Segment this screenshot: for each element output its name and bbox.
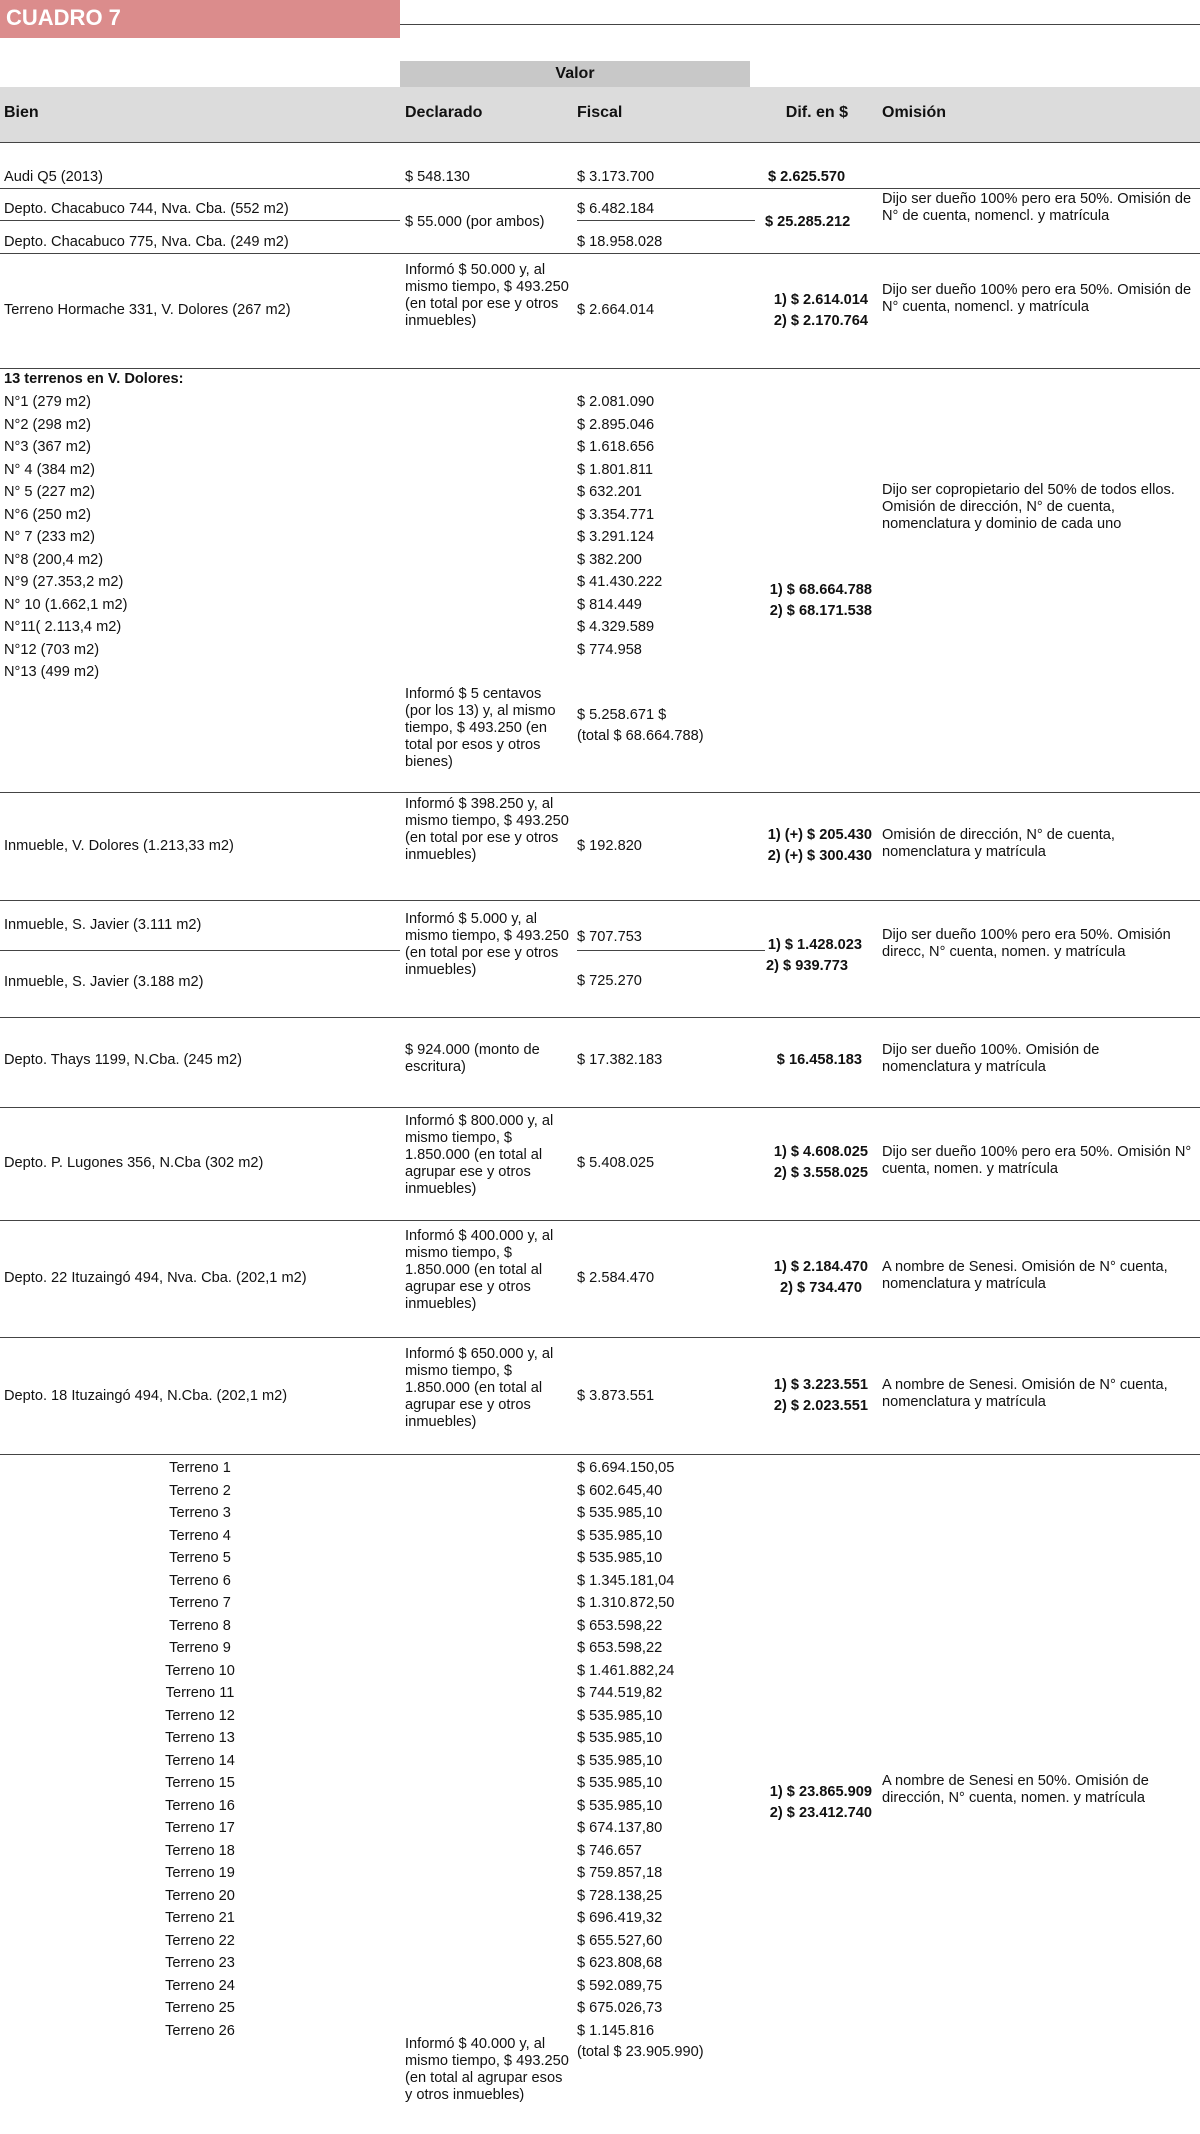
ituz22-fiscal: $ 2.584.470 [577, 1270, 655, 1286]
inmueble-vd-dif-1: 1) (+) $ 205.430 [767, 827, 872, 843]
lote-fiscal: $ 2.081.090 [577, 394, 655, 410]
ituz18-declarado: Informó $ 650.000 y, al mismo tiempo, $ 1.850.000 (en total al agrupar ese y otros inmuebles) [405, 1346, 554, 1430]
lugones-fiscal: $ 5.408.025 [577, 1155, 655, 1171]
terreno-label: Terreno 4 [169, 1527, 231, 1544]
chacabuco-declarado: $ 55.000 (por ambos) [405, 214, 545, 230]
terreno-fiscal: $ 535.985,10 [577, 1775, 663, 1791]
terreno-fiscal: $ 623.808,68 [577, 1955, 663, 1971]
ituz22-dif-2: 2) $ 734.470 [780, 1280, 862, 1296]
lote-label: N°9 (27.353,2 m2) [4, 574, 124, 590]
valor-header: Valor [555, 65, 595, 82]
chacabuco-fiscal-1: $ 6.482.184 [577, 201, 655, 217]
lugones-omision: Dijo ser dueño 100% pero era 50%. Omisión N° cuenta, nomen. y matrícula [882, 1144, 1192, 1177]
terreno-label: Terreno 19 [165, 1865, 235, 1881]
lote-label: N°3 (367 m2) [4, 439, 91, 455]
sjavier-fiscal-2: $ 725.270 [577, 973, 642, 989]
terreno-label: Terreno 22 [165, 1932, 235, 1949]
ituz22-declarado: Informó $ 400.000 y, al mismo tiempo, $ 1.850.000 (en total al agrupar ese y otros inmuebles) [405, 1228, 554, 1312]
inmueble-vd-omision: Omisión de dirección, N° de cuenta, nomenclatura y matrícula [882, 827, 1115, 860]
row-rule [0, 900, 1200, 901]
terreno-label: Terreno 23 [165, 1955, 235, 1971]
title-rule [400, 24, 1200, 25]
audi-declarado: $ 548.130 [405, 169, 470, 185]
lote-fiscal: $ 774.958 [577, 641, 642, 658]
ituz18-dif-2: 2) $ 2.023.551 [773, 1398, 868, 1414]
row-rule [0, 368, 1200, 369]
sjavier-dif-2: 2) $ 939.773 [766, 958, 848, 974]
sub-rule [0, 950, 400, 951]
thays-bien: Depto. Thays 1199, N.Cba. (245 m2) [4, 1052, 242, 1068]
vdolores-omision: Dijo ser copropietario del 50% de todos ellos. Omisión de dirección, N° de cuenta, nomenclatura y dominio de cada uno [882, 482, 1175, 532]
lote-fiscal: $ 1.801.811 [577, 461, 654, 478]
lugones-dif-1: 1) $ 4.608.025 [773, 1144, 868, 1160]
lote-fiscal: $ 632.201 [577, 484, 642, 500]
audi-bien: Audi Q5 (2013) [4, 169, 103, 185]
terreno-label: Terreno 24 [165, 1977, 235, 1994]
audi-dif: $ 2.625.570 [768, 169, 846, 185]
vdolores-dif-2: 2) $ 68.171.538 [769, 603, 872, 619]
terreno-label: Terreno 6 [169, 1572, 231, 1589]
vdolores-declarado: Informó $ 5 centavos (por los 13) y, al mismo tiempo, $ 493.250 (en total por esos y otros bienes) [405, 686, 556, 770]
title-banner [0, 0, 400, 38]
lote-fiscal: $ 382.200 [577, 551, 642, 568]
chacabuco-fiscal-2: $ 18.958.028 [577, 234, 663, 250]
terreno-label: Terreno 17 [165, 1820, 235, 1836]
thays-declarado: $ 924.000 (monto de escritura) [405, 1042, 540, 1075]
row-rule [0, 1107, 1200, 1108]
lote-label: N° 7 (233 m2) [4, 529, 95, 545]
lote-label: N°13 (499 m2) [4, 664, 100, 680]
lugones-bien: Depto. P. Lugones 356, N.Cba (302 m2) [4, 1155, 264, 1171]
sjavier-dif-1: 1) $ 1.428.023 [767, 937, 862, 953]
terreno-label: Terreno 18 [165, 1842, 235, 1859]
hormache-dif-1: 1) $ 2.614.014 [773, 292, 868, 308]
row-rule [0, 792, 1200, 793]
lote-fiscal: $ 3.291.124 [577, 529, 655, 545]
terrenos26-omision: A nombre de Senesi en 50%. Omisión de dirección, N° cuenta, nomen. y matrícula [882, 1773, 1149, 1806]
sjavier-bien-1: Inmueble, S. Javier (3.111 m2) [4, 917, 202, 933]
terreno-label: Terreno 16 [165, 1797, 235, 1814]
header-bien: Bien [4, 104, 39, 121]
terreno-label: Terreno 10 [165, 1662, 235, 1679]
inmueble-vd-declarado: Informó $ 398.250 y, al mismo tiempo, $ 493.250 (en total por ese y otros inmuebles) [405, 796, 569, 863]
terreno-fiscal: $ 592.089,75 [577, 1977, 663, 1994]
terreno-label: Terreno 9 [169, 1640, 231, 1656]
header-rule [0, 142, 1200, 143]
terreno-fiscal: $ 653.598,22 [577, 1617, 663, 1634]
table-title: CUADRO 7 [6, 5, 121, 30]
lote-fiscal: $ 2.895.046 [577, 416, 655, 433]
header-dif: Dif. en $ [785, 104, 848, 121]
row-rule [0, 1454, 1200, 1455]
terreno-fiscal: $ 535.985,10 [577, 1550, 663, 1566]
terreno-label: Terreno 12 [165, 1707, 235, 1724]
terreno-label: Terreno 25 [165, 2000, 235, 2016]
lote-fiscal: $ 4.329.589 [577, 619, 655, 635]
hormache-declarado: Informó $ 50.000 y, al mismo tiempo, $ 493.250 (en total por ese y otros inmuebles) [405, 262, 569, 329]
terreno-fiscal: $ 746.657 [577, 1842, 642, 1859]
hormache-fiscal: $ 2.664.014 [577, 302, 655, 318]
chacabuco-omision: Dijo ser dueño 100% pero era 50%. Omisión de N° de cuenta, nomencl. y matrícula [882, 191, 1192, 224]
terreno-fiscal: $ 535.985,10 [577, 1797, 663, 1814]
terrenos26-declarado: Informó $ 40.000 y, al mismo tiempo, $ 493.250 (en total al agrupar esos y otros inmuebles) [405, 2036, 569, 2103]
thays-fiscal: $ 17.382.183 [577, 1052, 663, 1068]
lote-label: N° 4 (384 m2) [4, 461, 95, 478]
terreno-label: Terreno 7 [169, 1595, 231, 1611]
terreno-fiscal: $ 759.857,18 [577, 1865, 663, 1881]
lote-fiscal: $ 41.430.222 [577, 574, 663, 590]
ituz22-omision: A nombre de Senesi. Omisión de N° cuenta, nomenclatura y matrícula [882, 1259, 1168, 1292]
terreno-label: Terreno 5 [169, 1550, 231, 1566]
ituz22-bien: Depto. 22 Ituzaingó 494, Nva. Cba. (202,1 m2) [4, 1270, 307, 1286]
terreno-fiscal: $ 1.310.872,50 [577, 1595, 675, 1611]
sub-rule [882, 188, 1200, 189]
lote-label: N° 10 (1.662,1 m2) [4, 596, 128, 613]
row-rule [0, 1017, 1200, 1018]
row-rule [0, 253, 1200, 254]
terreno-label: Terreno 11 [165, 1685, 235, 1701]
lote-fiscal: $ 814.449 [577, 596, 642, 613]
lote-label: N° 5 (227 m2) [4, 484, 95, 500]
terreno-fiscal: $ 674.137,80 [577, 1820, 663, 1836]
chacabuco-bien-2: Depto. Chacabuco 775, Nva. Cba. (249 m2) [4, 234, 289, 250]
ituz22-dif-1: 1) $ 2.184.470 [773, 1259, 868, 1275]
terrenos26-fiscal-total: (total $ 23.905.990) [577, 2044, 704, 2060]
sjavier-omision: Dijo ser dueño 100% pero era 50%. Omisión direcc, N° cuenta, nomen. y matrícula [882, 927, 1171, 960]
sub-rule [577, 950, 765, 951]
row-rule [0, 1337, 1200, 1338]
terreno-label: Terreno 21 [165, 1910, 235, 1926]
audi-fiscal: $ 3.173.700 [577, 169, 655, 185]
terreno-fiscal: $ 675.026,73 [577, 2000, 663, 2016]
hormache-dif-2: 2) $ 2.170.764 [773, 313, 868, 329]
header-declarado: Declarado [405, 104, 483, 121]
chacabuco-dif: $ 25.285.212 [765, 214, 851, 230]
vdolores-dif-1: 1) $ 68.664.788 [769, 582, 872, 598]
thays-omision: Dijo ser dueño 100%. Omisión de nomenclatura y matrícula [882, 1042, 1100, 1075]
terreno-fiscal: $ 535.985,10 [577, 1527, 663, 1544]
ituz18-bien: Depto. 18 Ituzaingó 494, N.Cba. (202,1 m2) [4, 1388, 288, 1404]
terreno-fiscal: $ 653.598,22 [577, 1640, 663, 1656]
terreno-label: Terreno 26 [165, 2022, 235, 2039]
lugones-dif-2: 2) $ 3.558.025 [773, 1165, 868, 1181]
terreno-label: Terreno 15 [165, 1775, 235, 1791]
sub-rule [577, 220, 755, 221]
terreno-fiscal: $ 1.145.816 [577, 2022, 655, 2039]
terreno-fiscal: $ 6.694.150,05 [577, 1460, 675, 1476]
terreno-fiscal: $ 535.985,10 [577, 1707, 663, 1724]
inmueble-vd-dif-2: 2) (+) $ 300.430 [767, 848, 872, 864]
lote-label: N°11( 2.113,4 m2) [4, 619, 122, 635]
inmueble-vd-bien: Inmueble, V. Dolores (1.213,33 m2) [4, 838, 234, 854]
lote-label: N°12 (703 m2) [4, 641, 100, 658]
hormache-bien: Terreno Hormache 331, V. Dolores (267 m2) [4, 302, 291, 318]
terrenos26-dif-2: 2) $ 23.412.740 [769, 1805, 872, 1821]
terreno-fiscal: $ 535.985,10 [577, 1752, 663, 1769]
thays-dif: $ 16.458.183 [776, 1052, 862, 1068]
lote-label: N°6 (250 m2) [4, 506, 91, 523]
terreno-label: Terreno 14 [165, 1752, 235, 1769]
terreno-fiscal: $ 1.461.882,24 [577, 1662, 675, 1679]
lote-fiscal: $ 1.618.656 [577, 439, 655, 455]
terreno-label: Terreno 13 [165, 1730, 235, 1746]
header-omision: Omisión [882, 104, 947, 121]
sjavier-declarado: Informó $ 5.000 y, al mismo tiempo, $ 493.250 (en total por ese y otros inmuebles) [405, 911, 569, 978]
terreno-fiscal: $ 535.985,10 [577, 1505, 663, 1521]
lote-label: N°1 (279 m2) [4, 394, 91, 410]
vdolores-heading: 13 terrenos en V. Dolores: [4, 371, 184, 387]
ituz18-dif-1: 1) $ 3.223.551 [773, 1377, 868, 1393]
valor-header-band [400, 61, 750, 87]
vdolores-fiscal-total: (total $ 68.664.788) [577, 728, 704, 744]
sjavier-fiscal-1: $ 707.753 [577, 929, 642, 945]
header-fiscal: Fiscal [577, 104, 623, 121]
terrenos26-dif-1: 1) $ 23.865.909 [769, 1784, 872, 1800]
terreno-fiscal: $ 1.345.181,04 [577, 1572, 675, 1589]
terreno-label: Terreno 8 [169, 1617, 231, 1634]
terreno-fiscal: $ 728.138,25 [577, 1887, 663, 1904]
terreno-fiscal: $ 696.419,32 [577, 1910, 663, 1926]
terreno-label: Terreno 1 [169, 1460, 231, 1476]
vdolores-fiscal-last: $ 5.258.671 $ [577, 707, 667, 723]
lote-fiscal: $ 3.354.771 [577, 506, 655, 523]
terreno-label: Terreno 3 [169, 1505, 231, 1521]
ituz18-fiscal: $ 3.873.551 [577, 1388, 655, 1404]
hormache-omision: Dijo ser dueño 100% pero era 50%. Omisión de N° cuenta, nomencl. y matrícula [882, 282, 1192, 315]
row-rule [0, 1220, 1200, 1221]
chacabuco-bien-1: Depto. Chacabuco 744, Nva. Cba. (552 m2) [4, 201, 289, 217]
terreno-fiscal: $ 535.985,10 [577, 1730, 663, 1746]
terreno-fiscal: $ 655.527,60 [577, 1932, 663, 1949]
lote-label: N°8 (200,4 m2) [4, 551, 104, 568]
lugones-declarado: Informó $ 800.000 y, al mismo tiempo, $ 1.850.000 (en total al agrupar ese y otros inmuebles) [405, 1113, 554, 1197]
sjavier-bien-2: Inmueble, S. Javier (3.188 m2) [4, 974, 204, 990]
sub-rule [0, 220, 400, 221]
lote-label: N°2 (298 m2) [4, 416, 91, 433]
terreno-fiscal: $ 602.645,40 [577, 1482, 663, 1499]
terreno-label: Terreno 20 [165, 1887, 235, 1904]
inmueble-vd-fiscal: $ 192.820 [577, 838, 642, 854]
terreno-label: Terreno 2 [169, 1482, 231, 1499]
ituz18-omision: A nombre de Senesi. Omisión de N° cuenta, nomenclatura y matrícula [882, 1377, 1168, 1410]
terreno-fiscal: $ 744.519,82 [577, 1685, 663, 1701]
